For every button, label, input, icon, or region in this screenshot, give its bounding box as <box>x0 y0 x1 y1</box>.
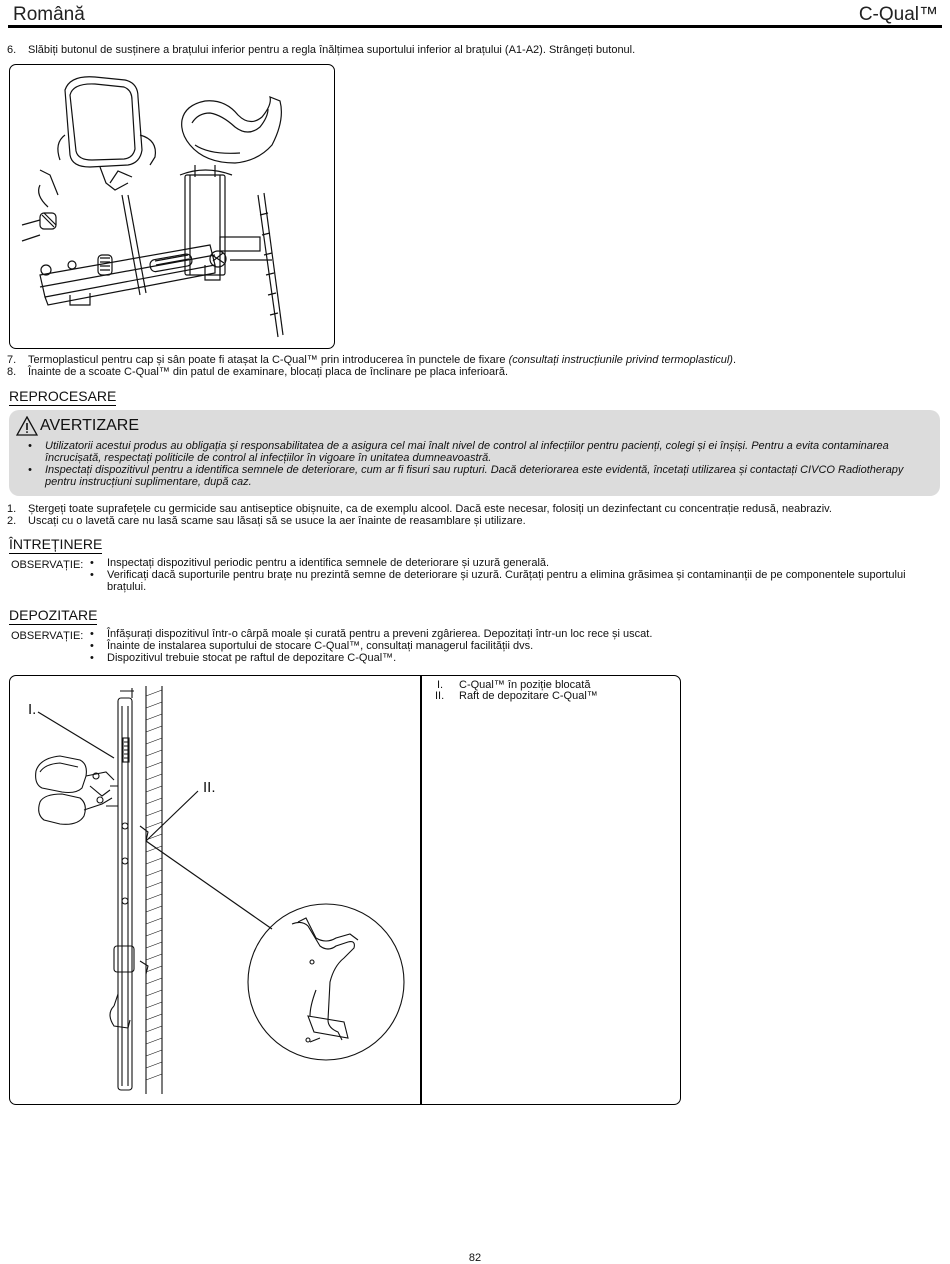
maintenance-note-label: OBSERVAȚIE: <box>11 559 84 571</box>
callout-1: I. <box>28 701 37 718</box>
step-number: 7. <box>7 354 17 366</box>
header-product: C-Qual™ <box>858 4 938 25</box>
header-language: Română <box>13 4 85 25</box>
storage-title: DEPOZITARE <box>9 607 98 623</box>
step-text: Înainte de a scoate C-Qual™ din patul de examinare, blocați placa de înclinare pe placa inferioară. <box>28 366 509 378</box>
bullet-icon: • <box>90 557 94 569</box>
arm-support-figure <box>9 64 335 349</box>
warning-title: AVERTIZARE <box>40 417 139 434</box>
storage-illustration <box>10 676 420 1104</box>
step-text: Uscați cu o lavetă care nu lasă scame sau lăsați să se usuce la aer înainte de reasamblare și utilizare. <box>28 515 526 527</box>
warning-item-line: încrucișată, respectați politicile de control al infecțiilor în vigoare în unitatea dumneavoastră. <box>45 452 492 464</box>
legend-number: I. <box>437 679 444 691</box>
maintenance-item-text: Inspectați dispozitivul periodic pentru a identifica semnele de deteriorare și uzură generală. <box>107 557 550 569</box>
storage-item-text: Înainte de instalarea suportului de stocare C-Qual™, consultați managerul facilității dvs. <box>107 640 534 652</box>
bullet-icon: • <box>90 628 94 640</box>
legend-text: C-Qual™ în poziție blocată <box>459 679 591 691</box>
reprocessing-title: REPROCESARE <box>9 388 117 404</box>
storage-figure <box>9 675 681 1105</box>
storage-item-text: Dispozitivul trebuie stocat pe raftul de depozitare C-Qual™. <box>107 652 397 664</box>
step-text: Slăbiți butonul de susținere a brațului inferior pentru a regla înălțimea suportului inferior al brațului (A1-A2). Strângeți butonul. <box>28 44 636 56</box>
storage-item-text: Înfășurați dispozitivul într-o cârpă moale și curată pentru a preveni zgârierea. Depozitați într-un loc rece și uscat. <box>107 628 653 640</box>
maintenance-item-text: brațului. <box>107 581 147 593</box>
step-number: 8. <box>7 366 17 378</box>
step-text: Termoplasticul pentru cap și sân poate fi atașat la C-Qual™ prin introducerea în punctele de fixare <box>28 354 509 366</box>
bullet-icon: • <box>90 652 94 664</box>
warning-triangle-icon <box>16 416 38 436</box>
step-text-italic: (consultați instrucțiunile privind termoplasticul) <box>508 354 733 366</box>
bullet-icon: • <box>28 464 32 476</box>
figure-divider <box>420 676 422 1104</box>
step-number: 1. <box>7 503 17 515</box>
arm-support-illustration <box>10 65 334 348</box>
warning-item-line: Inspectați dispozitivul pentru a identifica semnele de deteriorare, cum ar fi fisuri sau rupturi. Dacă deteriorarea este evidentă, încetați utilizarea și contactați CIVCO Radiotherapy <box>45 464 904 476</box>
bullet-icon: • <box>90 569 94 581</box>
page-number: 82 <box>468 1252 482 1264</box>
warning-item-line: pentru instrucțiuni suplimentare, după caz. <box>45 476 252 488</box>
legend-text: Raft de depozitare C-Qual™ <box>459 690 598 702</box>
step-text: Ștergeți toate suprafețele cu germicide sau antiseptice obișnuite, ca de exemplu alcool. Dacă este necesar, folosiți un dezinfectant cu concentrație redusă, neabraziv. <box>28 503 832 515</box>
warning-item-line: Utilizatorii acestui produs au obligația și responsabilitatea de a asigura cel mai înalt nivel de control al infecțiilor pentru pacienți, colegi și ei înșiși. Pentru a evita contaminarea <box>45 440 889 452</box>
maintenance-item-text: Verificați dacă suporturile pentru brațe nu prezintă semne de deteriorare și uzură. Curățați pentru a elimina grăsimea și contaminanții de pe componentele suportului <box>107 569 906 581</box>
header-rule <box>8 25 942 28</box>
legend-number: II. <box>435 690 445 702</box>
legend-item-2 <box>435 690 598 703</box>
bullet-icon: • <box>28 440 32 452</box>
bullet-icon: • <box>90 640 94 652</box>
maintenance-title: ÎNTREȚINERE <box>9 536 103 552</box>
step-number: 2. <box>7 515 17 527</box>
step-text-end: . <box>732 354 737 366</box>
step-number: 6. <box>7 44 17 56</box>
storage-note-label: OBSERVAȚIE: <box>11 630 84 642</box>
callout-2: II. <box>203 779 216 796</box>
